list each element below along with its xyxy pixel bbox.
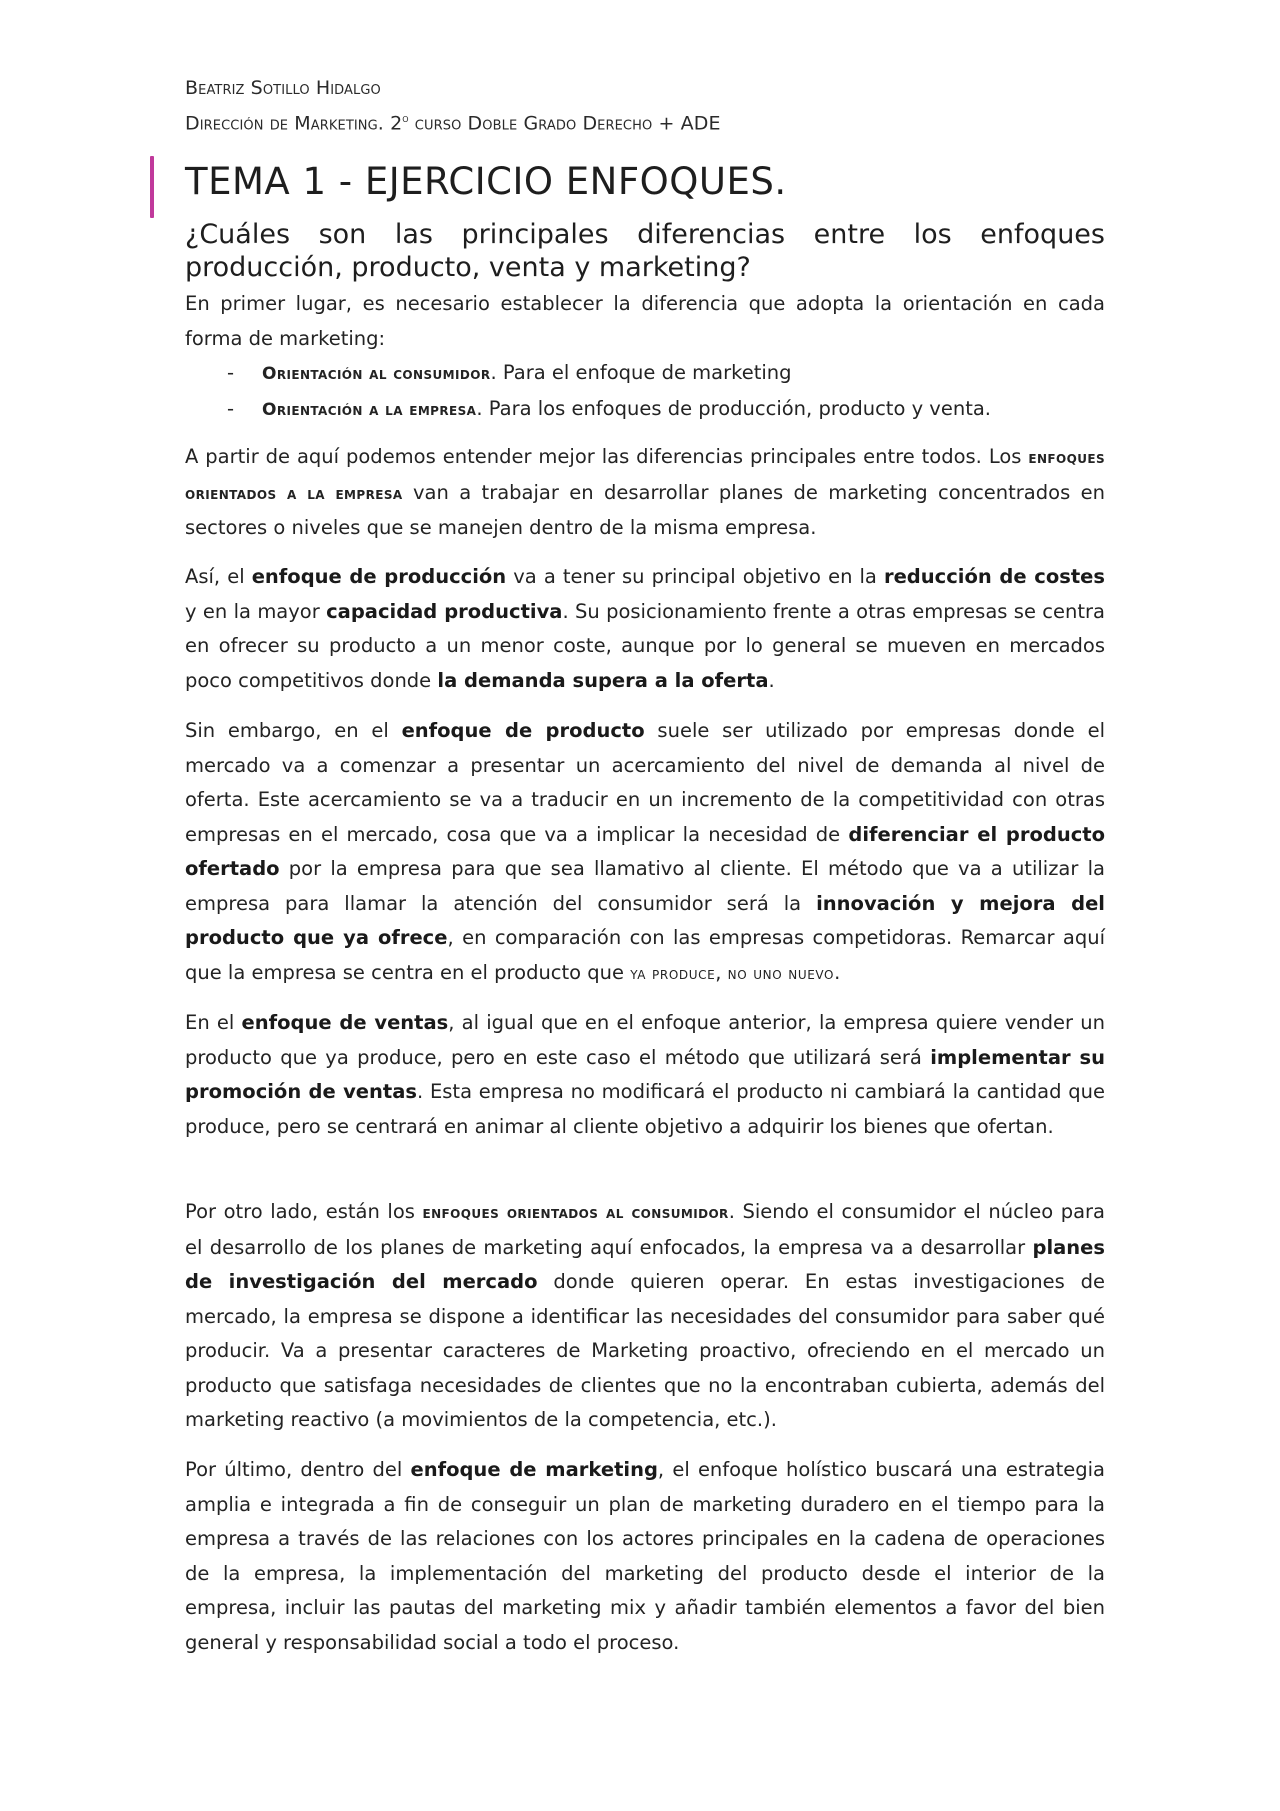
- page-title: TEMA 1 - EJERCICIO ENFOQUES.: [185, 160, 787, 203]
- text-run: Sin embargo, en el: [185, 719, 402, 742]
- paragraph-4-block: [185, 1006, 1105, 1144]
- bullet-label: Orientación al consumidor: [262, 364, 491, 384]
- text-run: ,: [715, 960, 728, 984]
- text-run: A partir de aquí podemos entender mejor las diferencias principales entre todos. Los: [185, 445, 1029, 468]
- text-run: va a tener su principal objetivo en la: [506, 565, 884, 588]
- bold-term: enfoque de producto: [401, 719, 645, 742]
- intro-block: [185, 287, 1105, 427]
- paragraph-3-block: [185, 714, 1105, 991]
- paragraph-company-oriented: [185, 440, 1105, 546]
- title-accent-bar: [150, 156, 154, 218]
- bold-term: la demanda supera a la oferta: [437, 668, 769, 692]
- header-course: [185, 112, 721, 134]
- text-run: . Su posicionamiento frente a otras empresas se centra en ofrecer su producto a un menor coste, aunque por lo general se mueven en mercados poco competitivos donde: [185, 599, 1105, 692]
- paragraph-consumer-oriented: [185, 1195, 1105, 1438]
- course-superscript: o: [402, 112, 409, 125]
- text-run: , el enfoque holístico buscará una estrategia amplia e integrada a fin de conseguir un plan de marketing duradero en el tiempo para la empresa a través de las relaciones con los actores principales en la cadena de operaciones de la empresa, la implementación del marketing del producto desde el interior de la empresa, incluir las pautas del marketing mix y añadir también elementos a favor del bien general y responsabilidad social a todo el proceso.: [185, 1458, 1105, 1654]
- header-author: Beatriz Sotillo Hidalgo: [185, 77, 381, 99]
- smallcaps-term: enfoques orientados al consumidor: [422, 1203, 729, 1223]
- bold-term: diferenciar el producto ofertado: [185, 822, 1106, 880]
- smallcaps-term: no uno nuevo: [727, 963, 835, 984]
- question-heading: ¿Cuáles son las principales diferencias entre los enfoques producción, producto, venta y marketing?: [185, 219, 1105, 283]
- paragraph-5-block: [185, 1195, 1105, 1438]
- paragraph-2-block: [185, 560, 1105, 698]
- bold-term: innovación y mejora del producto que ya ofrece: [185, 891, 1105, 949]
- paragraph-sales: [185, 1006, 1105, 1144]
- bold-term: planes de investigación del mercado: [185, 1235, 1105, 1293]
- smallcaps-term: ya produce: [630, 963, 716, 984]
- bold-term: enfoque de ventas: [241, 1011, 449, 1034]
- text-run: En el: [185, 1011, 242, 1034]
- paragraph-marketing: [185, 1453, 1105, 1660]
- text-run: por la empresa para que sea llamativo al cliente. El método que va a utilizar la empresa para llamar la atención del consumidor será la: [185, 857, 1105, 915]
- text-run: . Esta empresa no modificará el producto ni cambiará la cantidad que produce, pero se centrará en animar al cliente objetivo a adquirir los bienes que ofertan.: [185, 1080, 1105, 1138]
- text-run: , al igual que en el enfoque anterior, la empresa quiere vender un producto que ya produce, pero en este caso el método que utilizará será: [185, 1011, 1105, 1069]
- text-run: suele ser utilizado por empresas donde el mercado va a comenzar a presentar un acercamiento del nivel de demanda al nivel de oferta. Este acercamiento se va a traducir en un incremento de la competitividad con otras empresas en el mercado, cosa que va a implicar la necesidad de: [185, 719, 1105, 846]
- text-run: Así, el: [185, 565, 252, 588]
- paragraph-production: [185, 560, 1105, 698]
- text-run: van a trabajar en desarrollar planes de marketing concentrados en sectores o niveles que se manejen dentro de la misma empresa.: [185, 480, 1105, 539]
- bold-term: reducción de costes: [883, 565, 1105, 588]
- bullet-text: . Para el enfoque de marketing: [490, 361, 792, 384]
- intro-paragraph: En primer lugar, es necesario establecer la diferencia que adopta la orientación en cada forma de marketing:: [185, 292, 1105, 350]
- list-item: [185, 392, 1105, 428]
- paragraph-1-block: [185, 440, 1105, 546]
- paragraph-6-block: [185, 1453, 1105, 1660]
- course-prefix: Dirección de Marketing. 2: [185, 112, 403, 135]
- text-run: y en la mayor: [185, 599, 327, 623]
- orientation-list: [185, 356, 1105, 427]
- text-run: . Siendo el consumidor el núcleo para el desarrollo de los planes de marketing aquí enfocados, la empresa va a desarrollar: [185, 1200, 1106, 1259]
- dash-bullet: -: [227, 396, 235, 420]
- dash-bullet: -: [227, 361, 235, 384]
- bullet-label: Orientación a la empresa: [262, 399, 477, 420]
- text-run: donde quieren operar. En estas investigaciones de mercado, la empresa se dispone a identificar las necesidades del consumidor para saber qué producir. Va a presentar caracteres de Marketing proactivo, ofreciendo en el mercado un producto que satisfaga necesidades de clientes que no la encontraban cubierta, además del marketing reactivo (a movimientos de la competencia, etc.).: [185, 1270, 1105, 1431]
- text-run: Por otro lado, están los: [185, 1200, 423, 1223]
- text-run: .: [768, 668, 775, 692]
- text-run: .: [834, 960, 841, 984]
- course-suffix: curso Doble Grado Derecho + ADE: [408, 112, 721, 135]
- bold-term: enfoque de producción: [251, 565, 507, 588]
- paragraph-product: [185, 714, 1105, 991]
- list-item: [185, 356, 1105, 392]
- bold-term: enfoque de marketing: [410, 1458, 658, 1481]
- bold-term: capacidad productiva: [326, 599, 563, 623]
- bullet-text: . Para los enfoques de producción, producto y venta.: [476, 396, 991, 420]
- bold-term: implementar su promoción de ventas: [185, 1045, 1105, 1103]
- text-run: , en comparación con las empresas competidoras. Remarcar aquí que la empresa se centra en el producto que: [185, 926, 1105, 984]
- smallcaps-term: enfoques orientados a la empresa: [185, 448, 1105, 504]
- text-run: Por último, dentro del: [185, 1458, 411, 1481]
